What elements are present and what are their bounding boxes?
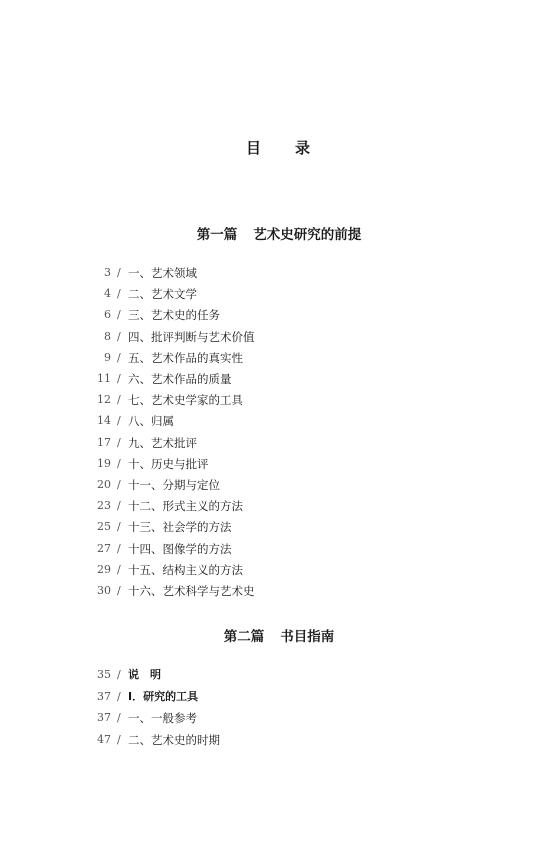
toc-entry-page-number: 37 <box>97 711 111 724</box>
toc-entry-separator: / <box>117 732 121 746</box>
toc-entry-separator: / <box>117 329 121 343</box>
toc-entry-label: 十、历史与批评 <box>128 456 209 471</box>
toc-entry-separator: / <box>117 350 121 364</box>
toc-entry-label: 十四、图像学的方法 <box>128 541 232 556</box>
toc-entry-label: 二、艺术文学 <box>128 287 197 302</box>
toc-entry[interactable] <box>0 561 558 579</box>
toc-entry-label: 十六、艺术科学与艺术史 <box>128 584 255 598</box>
toc-entry-page-number: 12 <box>97 393 111 407</box>
toc-entry-page-number: 23 <box>97 499 111 513</box>
toc-entry[interactable] <box>0 328 558 346</box>
toc-entry-page-number: 35 <box>97 668 111 681</box>
toc-entry-page-number: 30 <box>97 584 111 597</box>
part-number: 第一篇 <box>196 227 238 243</box>
toc-entry[interactable] <box>0 455 558 473</box>
toc-entry-page-number: 6 <box>104 308 111 322</box>
toc-entry-label: 十一、分期与定位 <box>128 478 220 492</box>
toc-entry-page-number: 14 <box>97 414 111 428</box>
toc-entry[interactable] <box>0 688 558 706</box>
toc-entry-separator: / <box>117 266 121 279</box>
toc-entry-separator: / <box>117 668 121 681</box>
toc-entry-separator: / <box>117 584 121 597</box>
toc-entry-separator: / <box>117 308 121 322</box>
toc-entry-separator: / <box>117 562 121 576</box>
toc-entry-label: 十二、形式主义的方法 <box>128 499 243 514</box>
part-heading <box>0 625 558 645</box>
toc-entry-label: 八、归属 <box>128 414 174 429</box>
part-name: 艺术史研究的前提 <box>253 227 362 243</box>
toc-title <box>0 137 558 158</box>
toc-entry-separator: / <box>117 541 121 555</box>
toc-entry-separator: / <box>117 520 121 534</box>
toc-title-char-2: 录 <box>295 139 313 157</box>
toc-entry[interactable] <box>0 306 558 324</box>
toc-entry[interactable] <box>0 731 558 749</box>
toc-entry-label: 十五、结构主义的方法 <box>128 562 243 577</box>
toc-entry-separator: / <box>117 414 121 428</box>
toc-entry[interactable] <box>0 370 558 388</box>
toc-entry-separator: / <box>117 372 121 385</box>
toc-entry-page-number: 20 <box>97 478 111 491</box>
toc-entry-page-number: 19 <box>97 456 111 470</box>
toc-entry-page-number: 11 <box>97 372 111 385</box>
toc-entry[interactable] <box>0 264 558 282</box>
toc-entry-label: 七、艺术史学家的工具 <box>128 393 243 408</box>
toc-entry[interactable] <box>0 666 558 684</box>
toc-entry-label: 说 明 <box>128 668 161 681</box>
toc-entry-label: 十三、社会学的方法 <box>128 520 232 535</box>
toc-entry[interactable] <box>0 391 558 409</box>
toc-entry-page-number: 25 <box>97 520 111 534</box>
toc-entry[interactable] <box>0 709 558 727</box>
toc-entry-separator: / <box>117 711 121 724</box>
toc-entry-separator: / <box>117 689 121 703</box>
toc-entry-label: 六、艺术作品的质量 <box>128 372 232 386</box>
toc-entry[interactable] <box>0 497 558 515</box>
toc-entry-separator: / <box>117 499 121 513</box>
toc-entry-page-number: 3 <box>104 266 111 279</box>
toc-entry[interactable] <box>0 412 558 430</box>
toc-entry-separator: / <box>117 435 121 449</box>
toc-title-char-1: 目 <box>245 139 263 157</box>
toc-entry-label: 九、艺术批评 <box>128 435 197 450</box>
toc-entry-separator: / <box>117 393 121 407</box>
toc-entry-label: 二、艺术史的时期 <box>128 732 220 747</box>
toc-entry-page-number: 17 <box>97 435 111 449</box>
toc-entry-separator: / <box>117 456 121 470</box>
toc-entry[interactable] <box>0 476 558 494</box>
toc-entry-label: 三、艺术史的任务 <box>128 308 220 323</box>
toc-entry-page-number: 4 <box>104 287 111 301</box>
toc-entry[interactable] <box>0 285 558 303</box>
toc-entry[interactable] <box>0 540 558 558</box>
toc-entry-page-number: 9 <box>104 350 111 364</box>
part-heading <box>0 223 558 243</box>
toc-entry-label: 五、艺术作品的真实性 <box>128 350 243 365</box>
toc-entry-page-number: 47 <box>97 732 111 746</box>
toc-entry[interactable] <box>0 582 558 600</box>
toc-entry[interactable] <box>0 434 558 452</box>
toc-entry-page-number: 29 <box>97 562 111 576</box>
toc-entry-separator: / <box>117 478 121 491</box>
toc-entry-page-number: 8 <box>104 329 111 343</box>
toc-entry-label: Ⅰ．研究的工具 <box>128 689 199 703</box>
toc-entry-page-number: 37 <box>97 689 111 703</box>
toc-entry-separator: / <box>117 287 121 301</box>
toc-entry[interactable] <box>0 349 558 367</box>
toc-entry-page-number: 27 <box>97 541 111 555</box>
part-number: 第二篇 <box>223 629 265 645</box>
toc-entry-label: 四、批评判断与艺术价值 <box>128 329 255 344</box>
toc-entry-label: 一、艺术领域 <box>128 266 197 280</box>
toc-entry[interactable] <box>0 518 558 536</box>
part-name: 书目指南 <box>280 629 335 645</box>
toc-entry-label: 一、一般参考 <box>128 711 197 725</box>
